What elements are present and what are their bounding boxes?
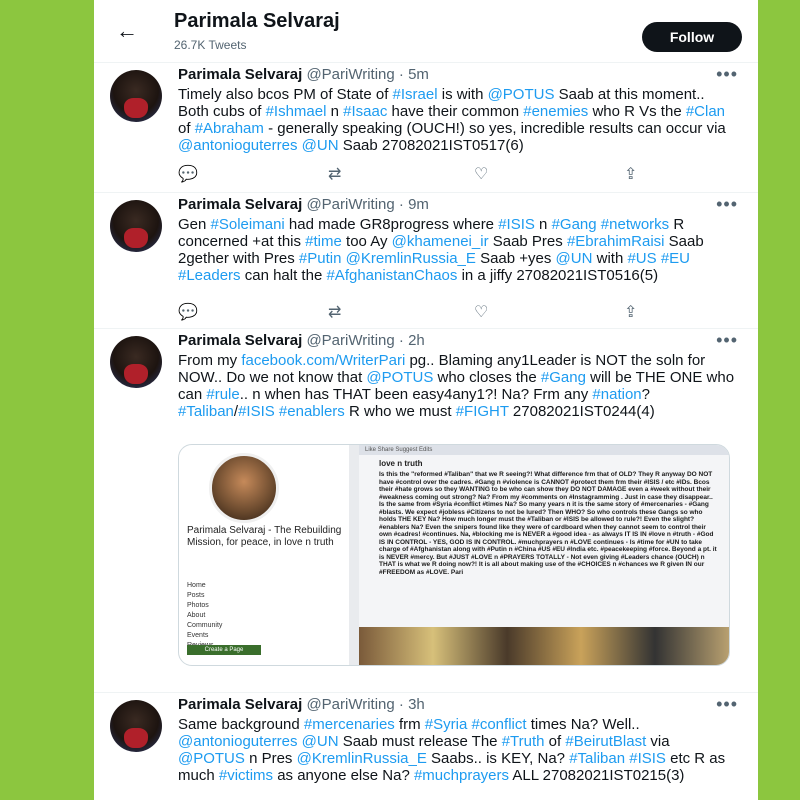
tweet-text: Same background #mercenaries frm #Syria #conflict times Na? Well.. @antonioguterres @UN Saab must release The #Truth of #BeirutBlast via @POTUS n Pres @KremlinRussia_E Saabs.. is KEY, Na? #Taliban #ISIS etc R as much #victims as anyone else Na? #muchprayers ALL 27082021IST0215(3) <box>178 716 726 784</box>
fb-nav-item: Home <box>187 582 206 589</box>
avatar[interactable] <box>110 700 162 752</box>
fb-post-text: Is this the "reformed #Taliban" that we R seeing?! What difference frm that of OLD? They R anyway DO NOT have #control over the cadres. #Gang n #violence is CANNOT #protect them frm their #ISIS / etc #IDs. Bcos their #hate grows so they WANTING to be who can show they DO NOT DAMAGE even a #week without their #weakness coming out strong? Na? From my #comments on #Instagramming . Just in case they disappear.. Is the same from #Syria #conflict #times Na? So many years n it is the same story of #mercenaries - #Gang #blasts. We expect #jobless #Citizens to not be lured? Then WHO? So who controls these Gangs so who holds THE KEY Na? How much longer must the #Taliban or #ISIS be allowed to rule?! Even the slight? #enablers Na? Even the snipers found like they were of cardboard when they cannot seem to control their own #cadres! #continues. Na, #blocking me is NEVER a #good idea - as always IT IS IN #love n #truth - #God IS IN CONTROL - YES, GOD IS IN CONTROL. #muchprayers n #LOVE continues - Is #time for #UN to take charge of #Afghanistan along with #Putin n #China #US #EU #India etc. #peacekeeping #force. Beyond a pt. it is NEVER #mercy. But #JUST #LOVE n #PRAYERS TOTALLY - Not even giving #Leaders chance (OUCH) n THAT is what we R doing now?! It is all about making use of the #CHOICES n #chances we R given IN our #FREEDOM as #LOVE. Pari <box>379 471 717 576</box>
author-meta: @PariWriting · 3h <box>306 696 425 713</box>
like-icon[interactable]: ♡ <box>474 166 489 183</box>
fb-post <box>359 445 729 665</box>
fb-nav-item: About <box>187 612 206 619</box>
share-icon[interactable]: ⇪ <box>624 304 638 321</box>
fb-sidebar <box>179 445 349 665</box>
tweet-actions <box>178 304 658 322</box>
tweet-header <box>178 196 429 213</box>
like-icon[interactable]: ♡ <box>474 304 489 321</box>
tweet[interactable] <box>94 692 758 800</box>
more-icon[interactable]: ••• <box>716 694 738 714</box>
tweet-actions <box>178 166 658 184</box>
profile-timeline <box>94 0 758 800</box>
retweet-icon[interactable]: ⇄ <box>328 166 342 183</box>
avatar[interactable] <box>110 336 162 388</box>
more-icon[interactable]: ••• <box>716 330 738 350</box>
fb-photo-strip <box>359 627 729 665</box>
fb-nav <box>187 581 222 651</box>
fb-post-header: love n truth <box>379 459 423 468</box>
profile-header <box>94 0 758 63</box>
follow-button[interactable]: Follow <box>642 22 742 52</box>
fb-action-bar: Like Share Suggest Edits <box>359 445 729 455</box>
profile-name: Parimala Selvaraj <box>174 10 340 32</box>
author-meta: @PariWriting · 5m <box>306 66 429 83</box>
more-icon[interactable]: ••• <box>716 64 738 84</box>
tweet-header <box>178 332 425 349</box>
fb-create-page-button: Create a Page <box>187 645 261 655</box>
tweet-header <box>178 66 429 83</box>
tweet-text: Timely also bcos PM of State of #Israel is with @POTUS Saab at this moment.. Both cubs of #Ishmael n #Isaac have their common #enemies who R Vs the #Clan of #Abraham - generally speaking (OUCH!) so yes, incredible results can occur via @antonioguterres @UN Saab 27082021IST0517(6) <box>178 86 726 154</box>
author-name[interactable]: Parimala Selvaraj <box>178 196 303 213</box>
fb-nav-item: Photos <box>187 602 209 609</box>
tweet-text: From my facebook.com/WriterPari pg.. Blaming any1Leader is NOT the soln for NOW.. Do we not know that @POTUS who closes the #Gang will be THE ONE who can #rule.. n when has THAT been easy4any1?! Na? Frm any #nation? #Taliban/#ISIS #enablers R who we must #FIGHT 27082021IST0244(4) <box>178 352 735 420</box>
tweet[interactable] <box>94 192 758 329</box>
share-icon[interactable]: ⇪ <box>624 166 638 183</box>
reply-icon[interactable]: 💬 <box>178 166 198 183</box>
tweet-text: Gen #Soleimani had made GR8progress where #ISIS n #Gang #networks R concerned +at this #time too Ay @khamenei_ir Saab Pres #EbrahimRaisi Saab 2gether with Pres #Putin @KremlinRussia_E Saab +yes @UN with #US #EU #Leaders can halt the #AfghanistanChaos in a jiffy 27082021IST0516(5) <box>178 216 704 284</box>
reply-icon[interactable]: 💬 <box>178 304 198 321</box>
author-meta: @PariWriting · 2h <box>306 332 425 349</box>
fb-page-name: Parimala Selvaraj - The Rebuilding Mission, for peace, in love n truth <box>187 525 342 548</box>
author-name[interactable]: Parimala Selvaraj <box>178 332 303 349</box>
back-arrow-icon[interactable]: ← <box>116 18 138 43</box>
tweet-header <box>178 696 425 713</box>
facebook-screenshot-image[interactable] <box>178 444 730 666</box>
profile-picture <box>209 453 279 523</box>
more-icon[interactable]: ••• <box>716 194 738 214</box>
avatar[interactable] <box>110 200 162 252</box>
author-name[interactable]: Parimala Selvaraj <box>178 66 303 83</box>
tweet[interactable] <box>94 328 758 693</box>
retweet-icon[interactable]: ⇄ <box>328 304 342 321</box>
fb-nav-item: Events <box>187 632 209 639</box>
fb-nav-item: Community <box>187 622 223 629</box>
tweet[interactable] <box>94 62 758 193</box>
tweet-count: 26.7K Tweets <box>174 38 247 52</box>
avatar[interactable] <box>110 70 162 122</box>
fb-nav-item: Posts <box>187 592 205 599</box>
author-meta: @PariWriting · 9m <box>306 196 429 213</box>
author-name[interactable]: Parimala Selvaraj <box>178 696 303 713</box>
